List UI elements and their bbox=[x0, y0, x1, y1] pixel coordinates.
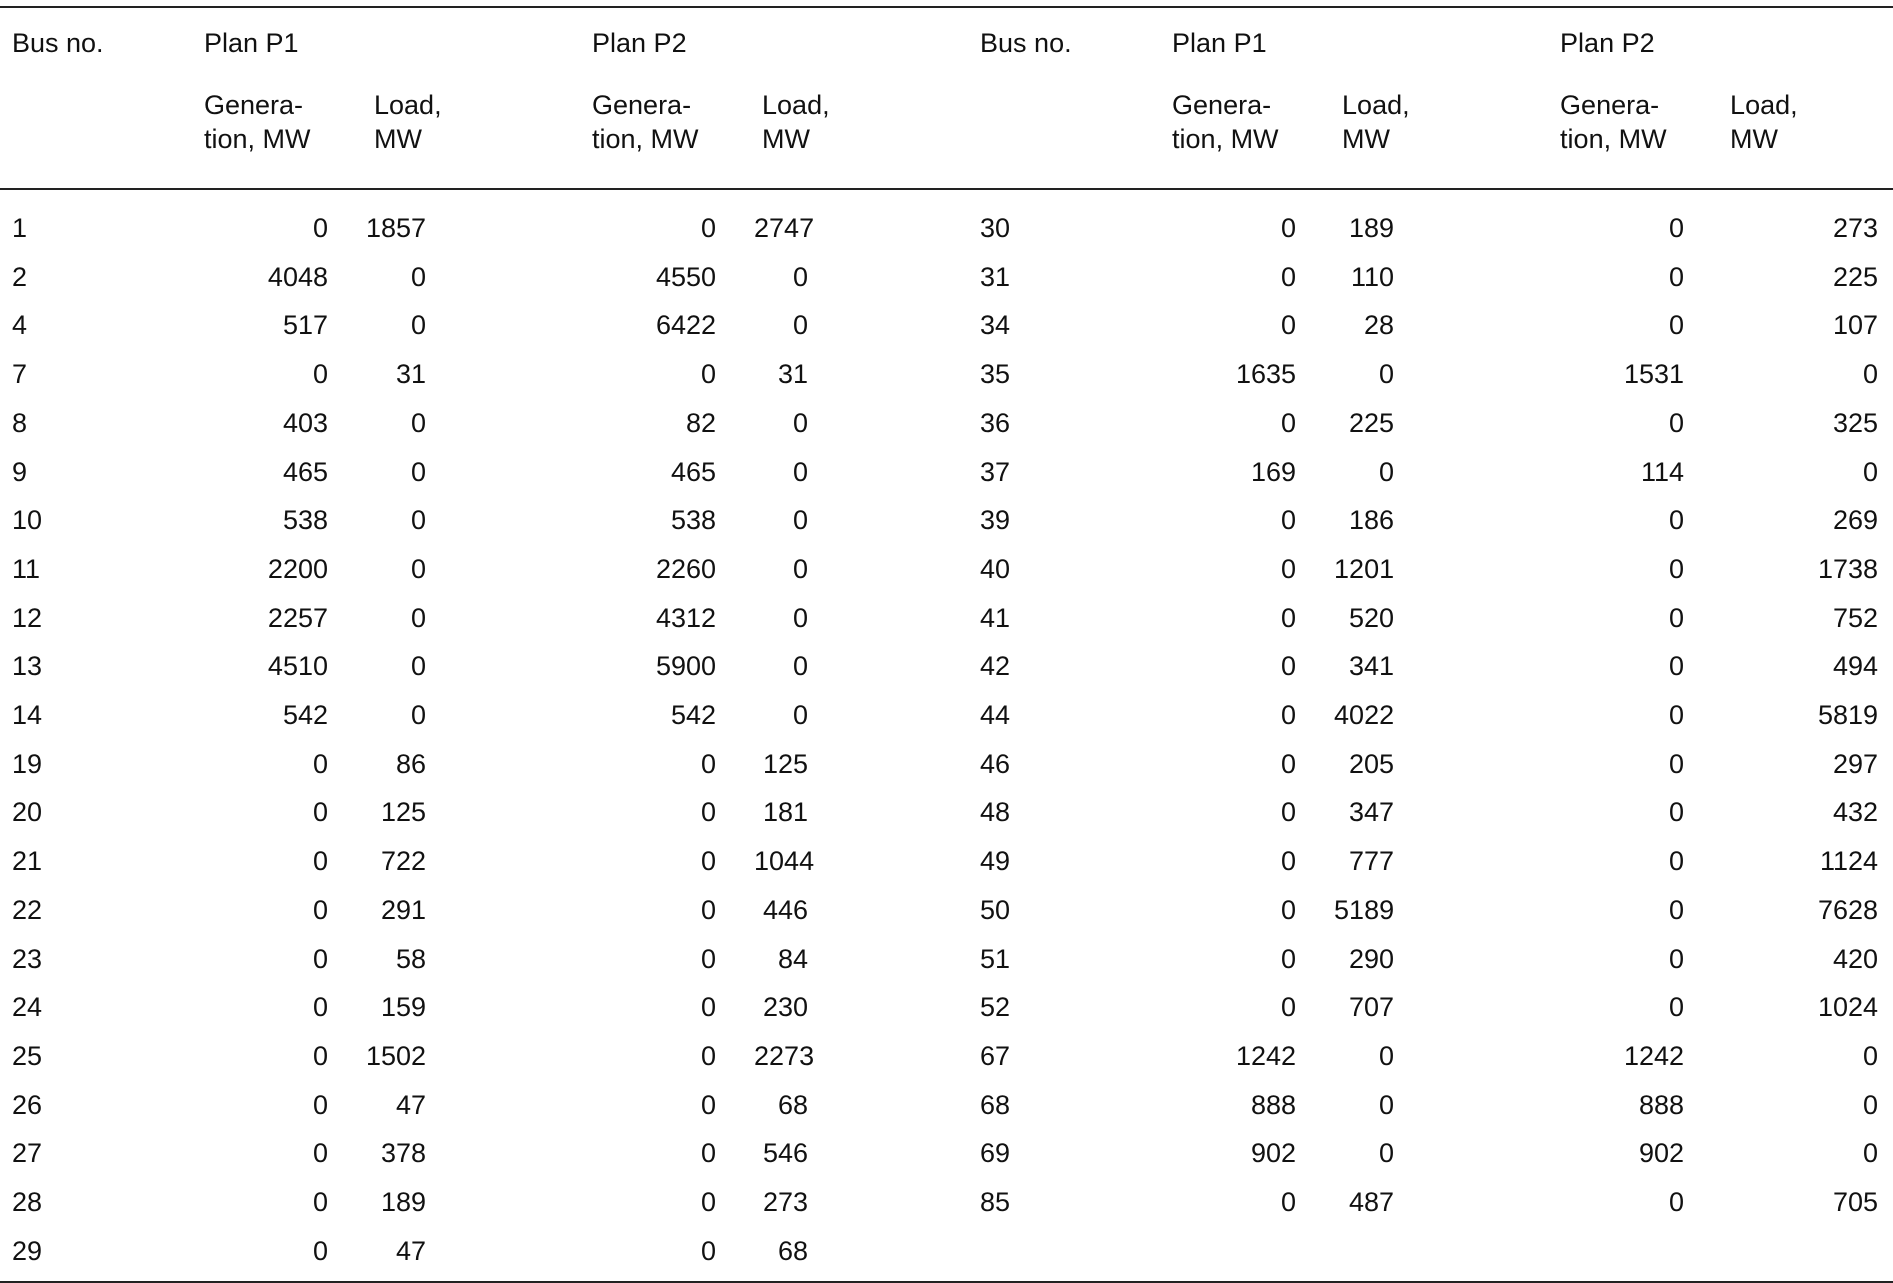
cell-p1-generation: 0 bbox=[312, 1138, 328, 1169]
cell-p1-generation: 0 bbox=[312, 359, 328, 390]
cell-p1-generation: 465 bbox=[282, 456, 328, 487]
cell-p1-load: 0 bbox=[1379, 359, 1395, 390]
cell-p2-load: 1124 bbox=[1820, 846, 1879, 877]
cell-bus-no: 44 bbox=[980, 700, 1011, 731]
cell-p1-load: 777 bbox=[1348, 846, 1395, 877]
cell-p2-load: 0 bbox=[1863, 359, 1879, 390]
cell-p1-generation: 538 bbox=[282, 505, 328, 536]
table-header bbox=[0, 7, 1893, 189]
cell-p1-load: 347 bbox=[1348, 797, 1395, 828]
cell-bus-no: 39 bbox=[980, 505, 1011, 536]
cell-p1-load: 110 bbox=[1351, 261, 1395, 292]
cell-p1-load: 722 bbox=[380, 846, 427, 877]
cell-p2-load: 68 bbox=[754, 1227, 968, 1283]
cell-p2-generation: 0 bbox=[700, 1138, 717, 1169]
header-bus-no-left: Bus no. bbox=[0, 7, 196, 86]
cell-p2-load: 269 bbox=[1833, 505, 1879, 536]
cell-p2-generation: 0 bbox=[1669, 261, 1685, 292]
cell-p2-load: 273 bbox=[1833, 213, 1879, 243]
table-row bbox=[0, 350, 1893, 399]
cell-p2-load: 7628 bbox=[1817, 894, 1879, 925]
cell-p1-load: 159 bbox=[380, 992, 427, 1023]
cell-p2-load: 0 bbox=[793, 261, 809, 292]
cell-p2-load: 225 bbox=[1833, 261, 1879, 292]
table-row bbox=[0, 983, 1893, 1032]
cell-p1-load: 0 bbox=[410, 700, 427, 731]
cell-p2-load: 230 bbox=[762, 992, 809, 1023]
cell-bus-no: 52 bbox=[980, 992, 1011, 1023]
cell-bus-no: 10 bbox=[12, 505, 43, 536]
header-generation-line1: Genera- bbox=[204, 90, 304, 120]
cell-p1-generation: 0 bbox=[1281, 310, 1297, 341]
header-load bbox=[754, 86, 968, 189]
cell-p2-load: 297 bbox=[1833, 748, 1879, 779]
cell-p2-generation: 114 bbox=[1641, 456, 1685, 487]
cell-p1-generation: 0 bbox=[312, 846, 328, 877]
cell-p2-generation: 0 bbox=[700, 1040, 717, 1071]
cell-p2-generation: 0 bbox=[1669, 213, 1685, 243]
cell-bus-no: 1 bbox=[12, 213, 28, 243]
cell-p1-generation: 0 bbox=[1281, 213, 1297, 243]
cell-p1-generation: 0 bbox=[312, 992, 328, 1023]
table-row bbox=[0, 189, 1893, 253]
cell-p2-generation: 4550 bbox=[655, 261, 717, 292]
header-plan-p2-right: Plan P2 bbox=[1552, 7, 1893, 86]
cell-p2-generation: 0 bbox=[1669, 553, 1685, 584]
cell-p1-generation: 542 bbox=[282, 700, 328, 731]
cell-p1-generation: 0 bbox=[1281, 846, 1297, 877]
cell-p1-load: 0 bbox=[1379, 456, 1395, 487]
cell-bus-no: 41 bbox=[980, 602, 1011, 633]
cell-p2-generation: 542 bbox=[670, 700, 717, 731]
cell-p2-load: 0 bbox=[793, 602, 809, 633]
cell-bus-no: 40 bbox=[980, 553, 1011, 584]
cell-p1-load: 487 bbox=[1348, 1187, 1395, 1218]
header-load-line1: Load, bbox=[1730, 90, 1798, 120]
table-row bbox=[0, 399, 1893, 448]
cell-p1-load: 0 bbox=[1379, 1138, 1395, 1169]
cell-p1-load: 31 bbox=[395, 359, 427, 390]
cell-p1-generation: 902 bbox=[1250, 1138, 1297, 1169]
cell-p2-load: 1738 bbox=[1817, 553, 1879, 584]
table-row bbox=[0, 788, 1893, 837]
header-generation-line2: tion, MW bbox=[592, 124, 699, 154]
header-generation-line1: Genera- bbox=[1560, 90, 1660, 120]
cell-bus-no: 14 bbox=[12, 700, 43, 731]
table-row bbox=[0, 594, 1893, 643]
header-generation-line1: Genera- bbox=[1172, 90, 1272, 120]
header-plan-p1-right: Plan P1 bbox=[1164, 7, 1552, 86]
cell-bus-no: 31 bbox=[980, 261, 1011, 292]
cell-p1-load: 520 bbox=[1348, 602, 1395, 633]
cell-p1-load: 28 bbox=[1364, 310, 1395, 341]
header-load-line1: Load, bbox=[374, 90, 442, 120]
cell-p2-generation: 0 bbox=[1669, 407, 1685, 438]
cell-p1-generation: 0 bbox=[1281, 553, 1297, 584]
cell-bus-no: 27 bbox=[12, 1138, 43, 1169]
cell-p1-generation: 0 bbox=[312, 797, 328, 828]
cell-p1-load: 0 bbox=[410, 602, 427, 633]
cell-p2-load: 0 bbox=[1863, 1040, 1879, 1071]
header-generation bbox=[1552, 86, 1722, 189]
cell-p2-load: 420 bbox=[1833, 943, 1879, 974]
header-load-line2: MW bbox=[374, 124, 422, 154]
cell-p1-generation: 0 bbox=[1281, 797, 1297, 828]
cell-p2-generation: 0 bbox=[584, 1227, 754, 1283]
cell-p2-load: 0 bbox=[793, 310, 809, 341]
header-load-line1: Load, bbox=[762, 90, 830, 120]
table-row bbox=[0, 301, 1893, 350]
cell-p2-generation: 465 bbox=[670, 456, 717, 487]
cell-p1-generation: 0 bbox=[1281, 992, 1297, 1023]
cell-p2-generation: 0 bbox=[1669, 992, 1685, 1023]
cell-p2-load: 0 bbox=[793, 651, 809, 682]
cell-p2-load: 752 bbox=[1833, 602, 1879, 633]
cell-bus-no: 7 bbox=[12, 359, 28, 390]
cell-p2-load: 0 bbox=[793, 700, 809, 731]
cell-p1-load: 0 bbox=[410, 553, 427, 584]
cell-p2-generation: 0 bbox=[1669, 943, 1685, 974]
cell-p1-generation: 0 bbox=[1281, 748, 1297, 779]
cell-p2-generation: 1242 bbox=[1623, 1040, 1685, 1071]
table-row bbox=[0, 837, 1893, 886]
cell-p2-generation bbox=[1552, 1227, 1722, 1283]
cell-p2-load: 325 bbox=[1833, 407, 1879, 438]
cell-p2-load: 84 bbox=[777, 943, 809, 974]
cell-p1-load: 290 bbox=[1348, 943, 1395, 974]
cell-p2-generation: 0 bbox=[700, 213, 717, 243]
cell-bus-no: 20 bbox=[12, 797, 43, 828]
cell-p1-load: 205 bbox=[1348, 748, 1395, 779]
cell-p1-generation: 0 bbox=[312, 1089, 328, 1120]
cell-p1-load: 1201 bbox=[1334, 553, 1395, 584]
header-load bbox=[366, 86, 584, 189]
cell-p1-load: 0 bbox=[410, 651, 427, 682]
bus-data-table bbox=[0, 6, 1893, 1283]
cell-p1-load: 186 bbox=[1348, 505, 1395, 536]
cell-bus-no: 23 bbox=[12, 943, 43, 974]
cell-bus-no: 48 bbox=[980, 797, 1011, 828]
cell-p1-generation: 2200 bbox=[267, 553, 328, 584]
cell-p1-generation: 0 bbox=[312, 1040, 328, 1071]
cell-p2-load: 705 bbox=[1833, 1187, 1879, 1218]
cell-p1-generation: 169 bbox=[1250, 456, 1297, 487]
cell-bus-no: 11 bbox=[12, 553, 41, 584]
cell-p2-load: 181 bbox=[762, 797, 809, 828]
cell-p2-load: 2747 bbox=[754, 213, 815, 243]
cell-p2-load: 0 bbox=[793, 407, 809, 438]
cell-p2-generation: 538 bbox=[670, 505, 717, 536]
table-row bbox=[0, 496, 1893, 545]
header-row-columns bbox=[0, 86, 1893, 189]
cell-p2-load: 125 bbox=[762, 748, 809, 779]
cell-p1-generation: 0 bbox=[1281, 407, 1297, 438]
table-row bbox=[0, 1081, 1893, 1130]
cell-p1-load: 225 bbox=[1348, 407, 1395, 438]
cell-p2-generation: 0 bbox=[1669, 700, 1685, 731]
cell-p2-generation: 0 bbox=[1669, 894, 1685, 925]
cell-p2-load: 0 bbox=[1863, 1138, 1879, 1169]
cell-p2-generation: 0 bbox=[1669, 797, 1685, 828]
cell-p2-load: 1044 bbox=[754, 846, 815, 877]
cell-p2-generation: 4312 bbox=[655, 602, 717, 633]
cell-bus-no: 28 bbox=[12, 1187, 43, 1218]
table-row bbox=[0, 253, 1893, 302]
cell-bus-no: 37 bbox=[980, 456, 1011, 487]
cell-p1-generation: 0 bbox=[1281, 894, 1297, 925]
cell-p1-generation: 0 bbox=[312, 213, 328, 243]
cell-p2-load: 0 bbox=[793, 456, 809, 487]
cell-bus-no: 21 bbox=[12, 846, 43, 877]
cell-p2-load: 5819 bbox=[1817, 700, 1879, 731]
cell-p1-generation: 0 bbox=[1281, 700, 1297, 731]
cell-p1-generation: 4510 bbox=[267, 651, 328, 682]
cell-p1-load: 47 bbox=[395, 1089, 427, 1120]
cell-bus-no: 85 bbox=[980, 1187, 1011, 1218]
cell-p1-generation: 0 bbox=[312, 748, 328, 779]
cell-p1-generation: 403 bbox=[282, 407, 328, 438]
cell-p1-load: 58 bbox=[395, 943, 427, 974]
cell-p1-generation bbox=[1164, 1227, 1334, 1283]
header-generation bbox=[584, 86, 754, 189]
table-row bbox=[0, 642, 1893, 691]
cell-p1-load: 707 bbox=[1348, 992, 1395, 1023]
header-spacer-right bbox=[968, 86, 1164, 189]
cell-p2-generation: 0 bbox=[700, 797, 717, 828]
cell-p1-load: 378 bbox=[380, 1138, 427, 1169]
cell-p1-load: 4022 bbox=[1334, 700, 1395, 731]
cell-p1-generation: 517 bbox=[282, 310, 328, 341]
cell-p1-generation: 1242 bbox=[1235, 1040, 1297, 1071]
cell-p1-generation: 0 bbox=[196, 1227, 366, 1283]
cell-bus-no: 42 bbox=[980, 651, 1011, 682]
cell-p2-generation: 0 bbox=[1669, 846, 1685, 877]
cell-bus-no: 49 bbox=[980, 846, 1011, 877]
cell-p1-generation: 888 bbox=[1250, 1089, 1297, 1120]
cell-p2-load: 0 bbox=[1863, 1089, 1879, 1120]
cell-p2-generation: 902 bbox=[1638, 1138, 1685, 1169]
table-row bbox=[0, 935, 1893, 984]
cell-p1-generation: 0 bbox=[1281, 602, 1297, 633]
cell-bus-no: 35 bbox=[980, 359, 1011, 390]
cell-p1-generation: 4048 bbox=[267, 261, 328, 292]
cell-p2-load: 2273 bbox=[754, 1040, 815, 1071]
cell-bus-no: 36 bbox=[980, 407, 1011, 438]
cell-bus-no: 8 bbox=[12, 407, 28, 438]
cell-p1-load: 0 bbox=[410, 456, 427, 487]
cell-p2-load: 546 bbox=[762, 1138, 809, 1169]
table-row bbox=[0, 1227, 1893, 1283]
cell-bus-no: 69 bbox=[980, 1138, 1011, 1169]
cell-p2-load: 0 bbox=[793, 505, 809, 536]
cell-p2-load: 446 bbox=[762, 894, 809, 925]
cell-p2-generation: 2260 bbox=[655, 553, 717, 584]
cell-p2-generation: 0 bbox=[1669, 651, 1685, 682]
cell-p2-generation: 0 bbox=[1669, 602, 1685, 633]
cell-p1-load bbox=[1334, 1227, 1552, 1283]
table-body bbox=[0, 189, 1893, 1282]
cell-p2-generation: 1531 bbox=[1623, 359, 1685, 390]
header-row-plans bbox=[0, 7, 1893, 86]
table-row bbox=[0, 1178, 1893, 1227]
cell-bus-no: 24 bbox=[12, 992, 43, 1023]
cell-bus-no: 13 bbox=[12, 651, 43, 682]
cell-bus-no: 67 bbox=[980, 1040, 1011, 1071]
table-row bbox=[0, 448, 1893, 497]
cell-bus-no: 19 bbox=[12, 748, 43, 779]
cell-p1-load: 0 bbox=[1379, 1040, 1395, 1071]
cell-p1-generation: 0 bbox=[312, 1187, 328, 1218]
cell-p2-load: 0 bbox=[1863, 456, 1879, 487]
cell-bus-no: 29 bbox=[0, 1227, 196, 1283]
cell-bus-no: 26 bbox=[12, 1089, 43, 1120]
header-load-line2: MW bbox=[762, 124, 810, 154]
cell-p1-load: 189 bbox=[1348, 213, 1395, 243]
cell-p2-generation: 5900 bbox=[655, 651, 717, 682]
cell-p1-generation: 0 bbox=[1281, 1187, 1297, 1218]
cell-p2-generation: 0 bbox=[700, 748, 717, 779]
cell-bus-no bbox=[968, 1227, 1164, 1283]
cell-bus-no: 9 bbox=[12, 456, 28, 487]
cell-p2-load: 68 bbox=[777, 1089, 809, 1120]
cell-p2-load: 107 bbox=[1833, 310, 1879, 341]
cell-p1-load: 1502 bbox=[366, 1040, 427, 1071]
cell-p1-generation: 1635 bbox=[1235, 359, 1297, 390]
cell-p2-generation: 0 bbox=[700, 943, 717, 974]
header-load-line2: MW bbox=[1730, 124, 1779, 154]
cell-p1-load: 125 bbox=[380, 797, 427, 828]
table-row bbox=[0, 886, 1893, 935]
cell-p2-load bbox=[1722, 1227, 1893, 1283]
cell-p1-load: 291 bbox=[380, 894, 427, 925]
header-plan-p2-left: Plan P2 bbox=[584, 7, 968, 86]
cell-bus-no: 22 bbox=[12, 894, 43, 925]
cell-p1-generation: 0 bbox=[312, 943, 328, 974]
header-load bbox=[1334, 86, 1552, 189]
cell-p1-load: 0 bbox=[410, 310, 427, 341]
cell-p2-generation: 888 bbox=[1638, 1089, 1685, 1120]
cell-p2-generation: 0 bbox=[700, 1089, 717, 1120]
header-bus-no-right: Bus no. bbox=[968, 7, 1164, 86]
cell-p1-generation: 0 bbox=[1281, 261, 1297, 292]
cell-p2-generation: 0 bbox=[1669, 748, 1685, 779]
header-generation bbox=[196, 86, 366, 189]
cell-p2-generation: 6422 bbox=[655, 310, 717, 341]
cell-p2-generation: 0 bbox=[1669, 1187, 1685, 1218]
cell-p2-load: 494 bbox=[1833, 651, 1879, 682]
cell-bus-no: 51 bbox=[980, 943, 1011, 974]
header-generation-line1: Genera- bbox=[592, 90, 692, 120]
header-spacer-left bbox=[0, 86, 196, 189]
cell-bus-no: 12 bbox=[12, 602, 43, 633]
header-load-line1: Load, bbox=[1342, 90, 1410, 120]
table-row bbox=[0, 740, 1893, 789]
cell-bus-no: 4 bbox=[12, 310, 28, 341]
table-row bbox=[0, 545, 1893, 594]
cell-p1-load: 5189 bbox=[1334, 894, 1395, 925]
cell-p2-load: 1024 bbox=[1817, 992, 1879, 1023]
cell-p1-generation: 0 bbox=[312, 894, 328, 925]
cell-bus-no: 50 bbox=[980, 894, 1011, 925]
header-load bbox=[1722, 86, 1893, 189]
header-load-line2: MW bbox=[1342, 124, 1391, 154]
cell-p2-generation: 82 bbox=[685, 407, 717, 438]
cell-bus-no: 68 bbox=[980, 1089, 1011, 1120]
cell-p1-generation: 0 bbox=[1281, 943, 1297, 974]
cell-p1-load: 1857 bbox=[366, 213, 427, 243]
table-row bbox=[0, 1129, 1893, 1178]
cell-p2-generation: 0 bbox=[1669, 310, 1685, 341]
bus-data-table-container bbox=[0, 6, 1893, 1283]
cell-p1-load: 0 bbox=[1379, 1089, 1395, 1120]
cell-p2-generation: 0 bbox=[700, 359, 717, 390]
cell-p2-generation: 0 bbox=[700, 894, 717, 925]
cell-p1-load: 86 bbox=[395, 748, 427, 779]
cell-p1-load: 0 bbox=[410, 505, 427, 536]
cell-p1-load: 341 bbox=[1348, 651, 1395, 682]
cell-p2-generation: 0 bbox=[700, 846, 717, 877]
header-generation-line2: tion, MW bbox=[1172, 124, 1279, 154]
cell-p2-load: 0 bbox=[793, 553, 809, 584]
cell-p2-load: 432 bbox=[1833, 797, 1879, 828]
cell-p1-generation: 0 bbox=[1281, 651, 1297, 682]
cell-bus-no: 30 bbox=[980, 213, 1011, 243]
cell-bus-no: 25 bbox=[12, 1040, 43, 1071]
cell-p1-load: 0 bbox=[410, 407, 427, 438]
cell-p1-generation: 0 bbox=[1281, 505, 1297, 536]
cell-p2-generation: 0 bbox=[700, 992, 717, 1023]
header-plan-p1-left: Plan P1 bbox=[196, 7, 584, 86]
cell-p2-load: 273 bbox=[762, 1187, 809, 1218]
table-row bbox=[0, 691, 1893, 740]
cell-p1-load: 0 bbox=[410, 261, 427, 292]
header-generation bbox=[1164, 86, 1334, 189]
cell-p1-load: 189 bbox=[380, 1187, 427, 1218]
cell-p1-load: 47 bbox=[366, 1227, 584, 1283]
header-generation-line2: tion, MW bbox=[1560, 124, 1667, 154]
table-row bbox=[0, 1032, 1893, 1081]
cell-bus-no: 46 bbox=[980, 748, 1011, 779]
cell-bus-no: 34 bbox=[980, 310, 1011, 341]
cell-p2-load: 31 bbox=[777, 359, 809, 390]
cell-p1-generation: 2257 bbox=[267, 602, 328, 633]
cell-bus-no: 2 bbox=[12, 261, 28, 292]
cell-p2-generation: 0 bbox=[1669, 505, 1685, 536]
header-generation-line2: tion, MW bbox=[204, 124, 311, 154]
cell-p2-generation: 0 bbox=[700, 1187, 717, 1218]
